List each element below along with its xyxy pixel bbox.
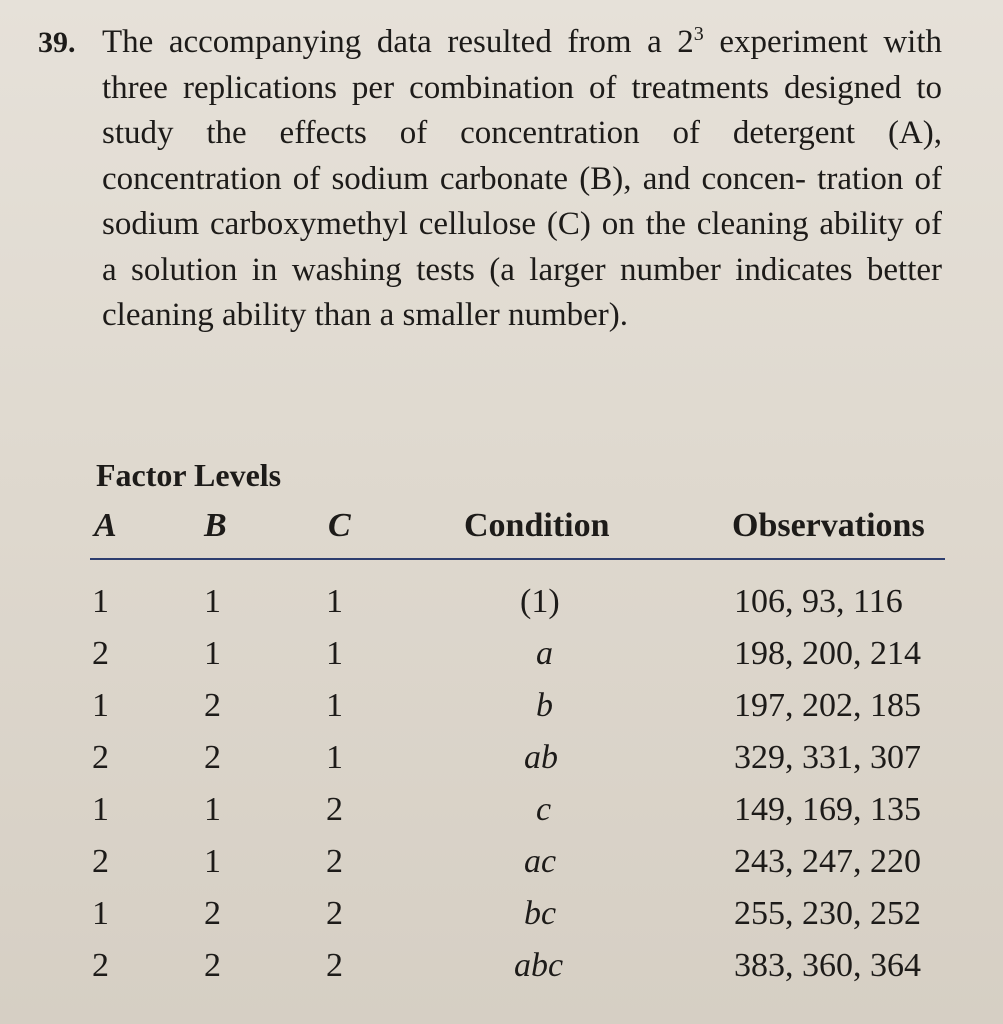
- exercise-line-7: number indicates better cleaning ability than a smaller: [102, 251, 942, 333]
- cell-a: 2: [92, 739, 109, 776]
- cell-observations: 255, 230, 252: [734, 895, 921, 932]
- exercise-line-1-tail: experiment: [703, 24, 868, 60]
- cell-b: 1: [204, 583, 221, 620]
- exercise-text: [102, 20, 942, 339]
- cell-c: 1: [326, 687, 343, 724]
- table-row: [90, 843, 945, 895]
- exercise-line-8: number).: [507, 297, 628, 333]
- cell-c: 2: [326, 791, 343, 828]
- cell-b: 2: [204, 895, 221, 932]
- exponent: 3: [693, 23, 704, 45]
- cell-c: 2: [326, 895, 343, 932]
- cell-condition: ac: [524, 843, 557, 880]
- cell-c: 1: [326, 739, 343, 776]
- cell-condition: abc: [514, 947, 564, 984]
- header-condition: Condition: [464, 507, 610, 544]
- cell-b: 1: [204, 843, 221, 880]
- cell-b: 2: [204, 687, 221, 724]
- cell-c: 1: [326, 635, 343, 672]
- cell-observations: 197, 202, 185: [734, 687, 921, 724]
- cell-observations: 106, 93, 116: [734, 583, 903, 620]
- header-c: C: [328, 507, 351, 544]
- table-row: [90, 687, 945, 739]
- cell-c: 2: [326, 947, 343, 984]
- header-rule: [90, 558, 945, 560]
- cell-condition: bc: [524, 895, 557, 932]
- header-a: A: [94, 507, 117, 544]
- cell-a: 2: [92, 635, 109, 672]
- exercise-line-1: The accompanying data resulted from a 2: [102, 24, 694, 60]
- cell-b: 1: [204, 791, 221, 828]
- cell-c: 1: [326, 583, 343, 620]
- cell-a: 2: [92, 843, 109, 880]
- cell-condition: b: [536, 687, 553, 724]
- table-row: [90, 635, 945, 687]
- table-row: [90, 739, 945, 791]
- cell-observations: 243, 247, 220: [734, 843, 921, 880]
- cell-condition: (1): [520, 583, 560, 620]
- cell-b: 2: [204, 739, 221, 776]
- table-row: [90, 895, 945, 947]
- cell-condition: c: [536, 791, 552, 828]
- factor-levels-heading: Factor Levels: [96, 457, 282, 493]
- exercise-line-6: cleaning ability of a solution in washing tests (a larger: [102, 206, 942, 288]
- cell-a: 1: [92, 687, 109, 724]
- exercise-line-2: with three replications per combination of treatments: [102, 24, 943, 106]
- cell-observations: 329, 331, 307: [734, 739, 921, 776]
- cell-condition: a: [536, 635, 553, 672]
- table-row: [90, 947, 945, 999]
- header-b: B: [204, 507, 227, 544]
- exercise-line-3: designed to study the effects of concentration of detergent: [102, 69, 942, 151]
- exercise-number: 39.: [38, 26, 76, 59]
- cell-b: 2: [204, 947, 221, 984]
- header-observations: Observations: [732, 507, 925, 544]
- cell-a: 1: [92, 895, 109, 932]
- cell-observations: 149, 169, 135: [734, 791, 921, 828]
- exercise-line-4: (A), concentration of sodium carbonate (B), and concen-: [102, 115, 942, 197]
- cell-c: 2: [326, 843, 343, 880]
- cell-a: 1: [92, 791, 109, 828]
- cell-observations: 383, 360, 364: [734, 947, 921, 984]
- exercise-line-5: tration of sodium carboxymethyl cellulose (C) on the: [102, 160, 942, 242]
- cell-condition: ab: [524, 739, 558, 776]
- table-row: [90, 583, 945, 635]
- cell-b: 1: [204, 635, 221, 672]
- cell-observations: 198, 200, 214: [734, 635, 921, 672]
- cell-a: 2: [92, 947, 109, 984]
- cell-a: 1: [92, 583, 109, 620]
- table-row: [90, 791, 945, 843]
